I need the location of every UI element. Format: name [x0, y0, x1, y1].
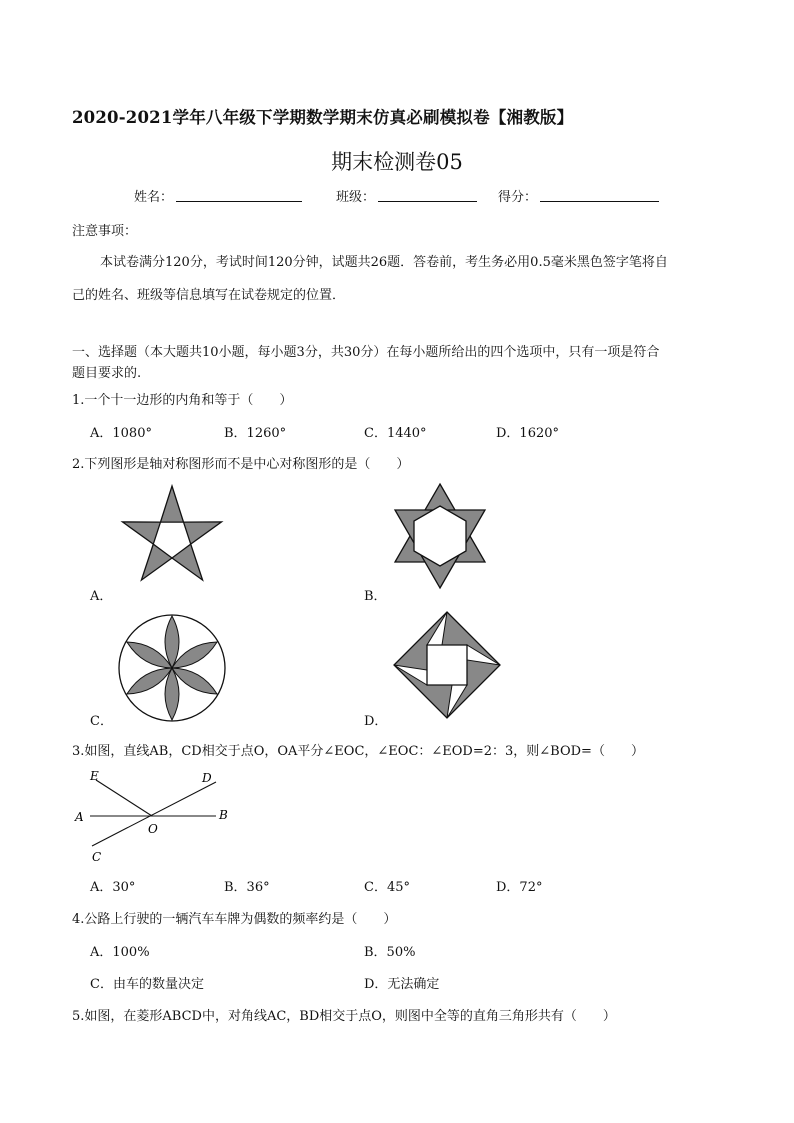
q4-option-a[interactable]: A．100% [90, 945, 150, 960]
q3-option-b[interactable]: B．36° [224, 880, 270, 895]
score-label: 得分： [498, 190, 538, 205]
notes-line-1: 本试卷满分120分，考试时间120分钟，试题共26题．答卷前，考生务必用0.5毫米黑色签字笔将自 [100, 255, 668, 270]
class-label: 班级： [336, 190, 376, 205]
label-e: E [90, 769, 99, 783]
section-1-line-2: 题目要求的. [72, 366, 142, 381]
q1-option-c[interactable]: C．1440° [364, 426, 427, 441]
q4-option-b[interactable]: B．50% [364, 945, 416, 960]
q1-option-d[interactable]: D．1620° [496, 426, 560, 441]
q2-option-a[interactable]: A． [90, 589, 113, 604]
class-blank[interactable] [378, 201, 477, 202]
q2-option-d[interactable]: D． [364, 714, 388, 729]
label-b: B [219, 808, 228, 822]
q3-lines-figure [70, 764, 240, 868]
label-a: A [75, 810, 84, 824]
q4-option-c[interactable]: C．由车的数量决定 [90, 977, 204, 992]
q4-option-d[interactable]: D．无法确定 [364, 977, 440, 992]
name-label: 姓名： [134, 190, 174, 205]
figure-c-flower-circle [114, 612, 230, 724]
notes-line-2: 己的姓名、班级等信息填写在试卷规定的位置． [72, 288, 346, 303]
score-blank[interactable] [540, 201, 659, 202]
figure-d-pinwheel-square [392, 610, 502, 720]
label-o: O [148, 822, 158, 836]
figure-a-star [114, 480, 230, 592]
exam-header: 2020-2021学年八年级下学期数学期末仿真必刷模拟卷【湘教版】 [72, 108, 574, 127]
question-4-stem: 4.公路上行驶的一辆汽车车牌为偶数的频率约是（ ） [72, 912, 397, 927]
question-1-stem: 1.一个十一边形的内角和等于（ ） [72, 393, 293, 408]
q3-option-a[interactable]: A．30° [90, 880, 136, 895]
question-2-stem: 2.下列图形是轴对称图形而不是中心对称图形的是（ ） [72, 457, 410, 472]
q1-option-a[interactable]: A．1080° [90, 426, 152, 441]
q1-option-b[interactable]: B．1260° [224, 426, 287, 441]
exam-title: 期末检测卷05 [331, 150, 463, 174]
label-c: C [92, 850, 102, 864]
notes-heading: 注意事项： [72, 224, 138, 239]
figure-b-hexagram [388, 480, 492, 592]
q3-option-c[interactable]: C．45° [364, 880, 410, 895]
section-1-line-1: 一、选择题（本大题共10小题，每小题3分，共30分）在每小题所给出的四个选项中，只有一项是符合 [72, 345, 660, 360]
question-3-stem: 3.如图，直线AB，CD相交于点O，OA平分∠EOC，∠EOC：∠EOD=2：3，则∠BOD=（ ） [72, 744, 644, 759]
question-5-stem: 5.如图，在菱形ABCD中，对角线AC，BD相交于点O，则图中全等的直角三角形共有（ ） [72, 1009, 616, 1024]
q2-option-c[interactable]: C． [90, 714, 113, 729]
q2-option-b[interactable]: B． [364, 589, 387, 604]
name-blank[interactable] [176, 201, 302, 202]
q3-option-d[interactable]: D．72° [496, 880, 543, 895]
label-d: D [202, 771, 212, 785]
